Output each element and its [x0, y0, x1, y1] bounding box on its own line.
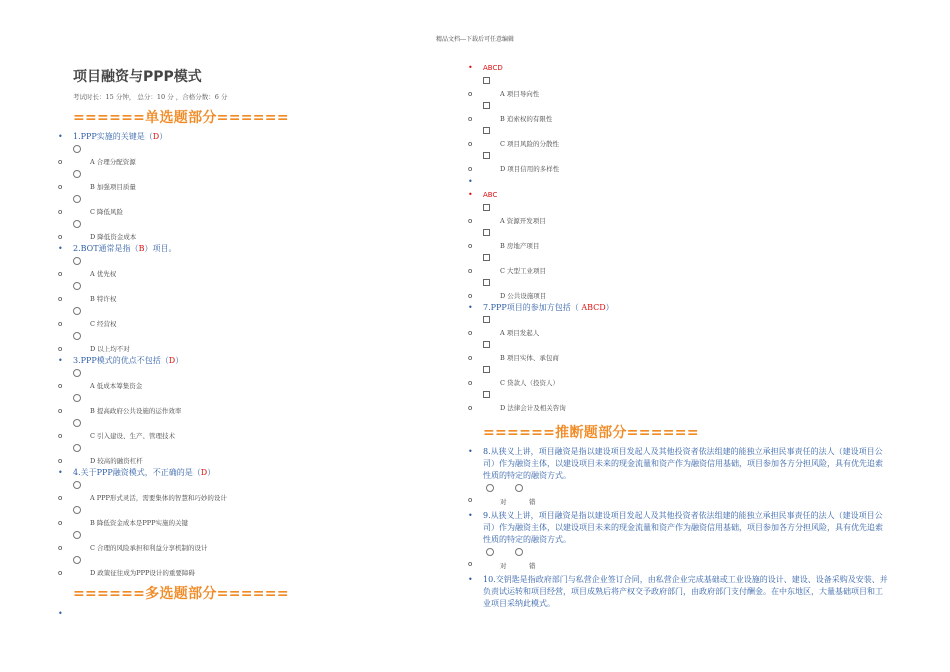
radio-button[interactable] [73, 506, 81, 514]
option-row[interactable] [58, 479, 438, 504]
option-marker: o [468, 242, 473, 250]
exam-meta: 考试时长：15 分钟， 总分：10 分 ，合格分数：6 分 [73, 93, 228, 101]
option-marker: o [58, 345, 63, 353]
option-label: C 降低风险 [90, 208, 124, 216]
bullet: • [58, 468, 63, 477]
option-marker: o [58, 208, 63, 216]
radio-button-right[interactable] [486, 484, 494, 492]
question-answer: ABCD [483, 64, 503, 72]
question-text: 8.从狭义上讲，项目融资是指以建设项目发起人及其他投资者依法组建的能独立承担民事责任的法人（建设项目公司）作为融资主体，以建设项目未来的现金流量和资产作为融资信用基础，项目参加各方分担风险，具有优先追索性质的特定的融资方式。 [483, 447, 883, 480]
option-marker: o [468, 354, 473, 362]
checkbox[interactable] [483, 366, 490, 373]
option-row[interactable] [58, 504, 438, 529]
option-row[interactable] [468, 125, 888, 150]
option-marker: o [468, 90, 473, 98]
option-marker: o [58, 320, 63, 328]
option-label: A 项目发起人 [500, 329, 540, 337]
option-marker: o [58, 158, 63, 166]
option-row[interactable] [468, 252, 888, 277]
option-row[interactable] [58, 392, 438, 417]
option-row[interactable] [468, 202, 888, 227]
option-marker: o [468, 140, 473, 148]
option-label: D 较高的融资杠杆 [90, 457, 143, 465]
bullet: • [58, 244, 63, 253]
option-label: D 降低资金成本 [90, 233, 137, 241]
option-marker: o [468, 329, 473, 337]
radio-button[interactable] [73, 394, 81, 402]
question-2 [58, 243, 438, 255]
option-label: C 合理的风险承担和利益分享机制的设计 [90, 544, 208, 552]
option-marker: o [58, 544, 63, 552]
judge-label-wrong: 错 [529, 498, 536, 506]
option-label: C 贷款人（投资人） [500, 379, 560, 387]
checkbox[interactable] [483, 254, 490, 261]
option-label: B 提高政府公共设施的运作效率 [90, 407, 182, 415]
option-row[interactable] [58, 305, 438, 330]
option-marker: o [58, 233, 63, 241]
option-row[interactable] [58, 168, 438, 193]
radio-button-wrong[interactable] [515, 484, 523, 492]
question-text-end: ） [605, 303, 614, 312]
option-row[interactable] [58, 218, 438, 243]
question-5-bullet [58, 609, 438, 621]
question-9 [468, 510, 888, 546]
option-marker: o [468, 267, 473, 275]
option-marker: o [468, 496, 473, 504]
judge-row [468, 546, 888, 572]
checkbox[interactable] [483, 316, 490, 323]
question-6 [468, 189, 888, 202]
checkbox[interactable] [483, 152, 490, 159]
option-label: C 项目风险的分散性 [500, 140, 560, 148]
option-marker: o [468, 165, 473, 173]
question-10 [468, 574, 888, 610]
option-marker: o [58, 183, 63, 191]
question-6-bullet [468, 177, 888, 189]
checkbox[interactable] [483, 391, 490, 398]
bullet: • [58, 356, 63, 365]
question-text: 2.BOT通常是指（ [73, 244, 139, 253]
question-1 [58, 131, 438, 143]
question-text-end: ） [175, 356, 184, 365]
option-row[interactable] [58, 255, 438, 280]
option-row[interactable] [468, 364, 888, 389]
option-label: B 追索权的有限性 [500, 115, 553, 123]
judge-label-right: 对 [500, 562, 507, 570]
radio-button[interactable] [73, 220, 81, 228]
option-marker: o [58, 494, 63, 502]
page-title: 项目融资与PPP模式 [73, 69, 202, 85]
question-text: 4.关于PPP融资模式，不正确的是（ [73, 468, 201, 477]
bullet: • [468, 447, 473, 456]
option-row[interactable] [58, 529, 438, 554]
radio-button[interactable] [73, 145, 81, 153]
bullet: • [58, 132, 63, 141]
option-label: B 加强项目质量 [90, 183, 136, 191]
radio-button[interactable] [73, 195, 81, 203]
judge-row [468, 482, 888, 508]
option-row[interactable] [58, 143, 438, 168]
option-marker: o [58, 382, 63, 390]
bullet: • [58, 609, 63, 618]
bullet: • [468, 303, 473, 312]
checkbox[interactable] [483, 279, 490, 286]
bullet: • [468, 575, 473, 584]
question-7 [468, 302, 888, 314]
option-marker: o [58, 295, 63, 303]
option-row[interactable] [468, 227, 888, 252]
option-marker: o [468, 217, 473, 225]
header-note: 精品文档---下载后可任意编辑 [435, 36, 515, 43]
option-label: B 房地产项目 [500, 242, 540, 250]
question-8 [468, 446, 888, 482]
option-label: C 经营权 [90, 320, 117, 328]
option-label: A 项目导向性 [500, 90, 540, 98]
question-text-end: ） [159, 132, 168, 141]
radio-button[interactable] [73, 481, 81, 489]
checkbox[interactable] [483, 204, 490, 211]
option-label: B 降低资金成本是PPP实施的关键 [90, 519, 188, 527]
question-text: 1.PPP实施的关键是（ [73, 132, 153, 141]
question-answer: B [138, 244, 145, 253]
option-row[interactable] [468, 389, 888, 414]
option-marker: o [468, 560, 473, 568]
section-single-title: ======单选题部分====== [73, 110, 289, 126]
option-marker: o [58, 407, 63, 415]
checkbox[interactable] [483, 77, 490, 84]
question-answer: D [200, 468, 208, 477]
section-judge-title: ======推断题部分====== [483, 425, 699, 441]
question-answer: D [168, 356, 176, 365]
option-marker: o [58, 457, 63, 465]
question-text: 9.从狭义上讲，项目融资是指以建设项目发起人及其他投资者依法组建的能独立承担民事责任的法人（建设项目公司）作为融资主体，以建设项目未来的现金流量和资产作为融资信用基础，项目参加各方分担风险，具有优先追索性质的特定的融资方式。 [483, 511, 883, 544]
option-marker: o [58, 432, 63, 440]
radio-button[interactable] [73, 419, 81, 427]
question-5 [468, 62, 888, 75]
option-row[interactable] [468, 339, 888, 364]
bullet: • [468, 190, 473, 199]
option-label: C 大型工业项目 [500, 267, 547, 275]
option-marker: o [468, 379, 473, 387]
bullet: • [468, 177, 473, 186]
radio-button[interactable] [73, 307, 81, 315]
option-row[interactable] [468, 100, 888, 125]
option-label: D 以上均不对 [90, 345, 130, 353]
checkbox[interactable] [483, 102, 490, 109]
question-answer: ABCD [581, 303, 606, 312]
option-row[interactable] [58, 417, 438, 442]
radio-button[interactable] [73, 531, 81, 539]
option-label: B 特许权 [90, 295, 117, 303]
option-marker: o [468, 115, 473, 123]
question-text: 7.PPP项目的参加方包括（ [483, 303, 582, 312]
option-label: A 低成本筹集资金 [90, 382, 143, 390]
radio-button[interactable] [73, 170, 81, 178]
option-label: D 法律会计及相关咨询 [500, 404, 566, 412]
question-text-end: ）项目。 [144, 244, 177, 253]
right-column [468, 62, 888, 610]
judge-label-right: 对 [500, 498, 507, 506]
bullet: • [468, 511, 473, 520]
question-3 [58, 355, 438, 367]
radio-button[interactable] [73, 257, 81, 265]
radio-button[interactable] [73, 369, 81, 377]
option-row[interactable] [468, 150, 888, 175]
option-marker: o [58, 270, 63, 278]
option-row[interactable] [58, 442, 438, 467]
radio-button-wrong[interactable] [515, 548, 523, 556]
judge-label-wrong: 错 [529, 562, 536, 570]
option-row[interactable] [468, 277, 888, 302]
question-answer: ABC [483, 191, 498, 199]
option-label: A 优先权 [90, 270, 117, 278]
option-marker: o [468, 404, 473, 412]
checkbox[interactable] [483, 127, 490, 134]
left-column [58, 64, 438, 621]
question-text-end: ） [207, 468, 216, 477]
section-multi-title: ======多选题部分====== [73, 586, 289, 602]
option-label: A 合理分配资源 [90, 158, 136, 166]
radio-button[interactable] [73, 556, 81, 564]
option-row[interactable] [58, 193, 438, 218]
question-text: 10.交钥匙是指政府部门与私营企业签订合同，由私营企业完成基础或工业设施的设计、建设、设备采购及安装、并负责试运转和项目经营，项目成熟后将产权交予政府部门，由政府部门支付酬金。在中东地区，大量基础项目和工业项目采纳此模式。 [483, 575, 888, 608]
option-row[interactable] [468, 314, 888, 339]
option-row[interactable] [468, 75, 888, 100]
option-label: B 项目实体、承包商 [500, 354, 559, 362]
radio-button[interactable] [73, 332, 81, 340]
checkbox[interactable] [483, 229, 490, 236]
radio-button[interactable] [73, 282, 81, 290]
bullet: • [468, 63, 473, 72]
option-row[interactable] [58, 554, 438, 579]
option-row[interactable] [58, 280, 438, 305]
question-4 [58, 467, 438, 479]
option-marker: o [58, 519, 63, 527]
option-label: D 项目信用的多样性 [500, 165, 560, 173]
option-label: C 引入建设、生产、管理技术 [90, 432, 176, 440]
option-label: A 资源开发项目 [500, 217, 546, 225]
option-row[interactable] [58, 330, 438, 355]
radio-button-right[interactable] [486, 548, 494, 556]
checkbox[interactable] [483, 341, 490, 348]
option-label: D 公共设施项目 [500, 292, 547, 300]
question-text: 3.PPP模式的优点不包括（ [73, 356, 169, 365]
option-row[interactable] [58, 367, 438, 392]
option-marker: o [468, 292, 473, 300]
option-label: D 政策征往成为PPP设计的重要障碍 [90, 569, 195, 577]
option-marker: o [58, 569, 63, 577]
option-label: A PPP形式灵活，需要集体的智慧和巧妙的设计 [90, 494, 227, 502]
radio-button[interactable] [73, 444, 81, 452]
question-answer: D [152, 132, 160, 141]
